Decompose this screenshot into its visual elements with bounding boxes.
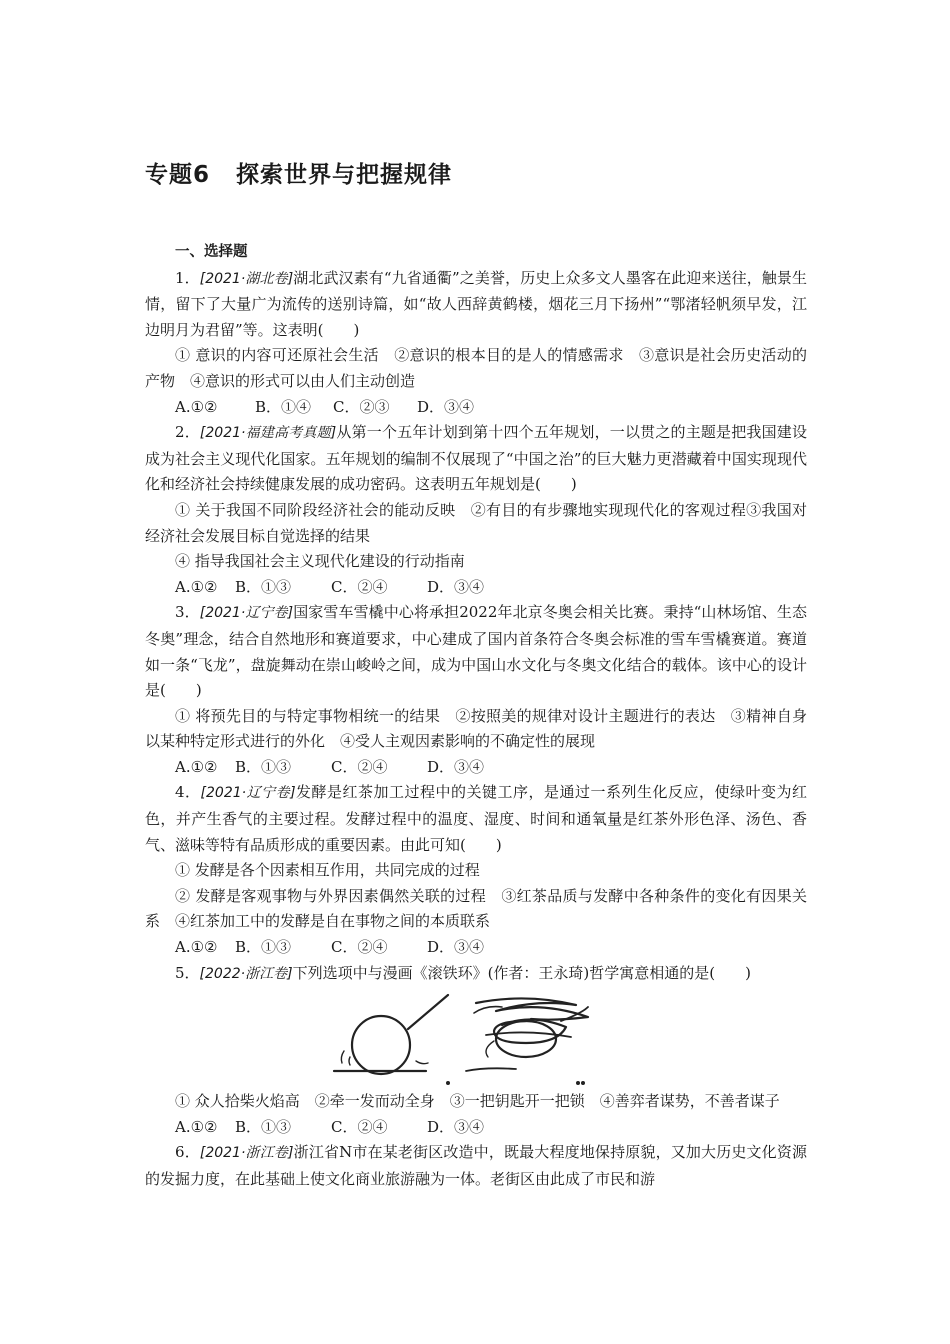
question-3-stem: 3．[2021·辽宁卷]国家雪车雪橇中心将承担2022年北京冬奥会相关比赛。秉持“山林场馆、生态冬奥”理念，结合自然地形和赛道要求，中心建成了国内首条符合冬奥会标准的雪车雪橇赛道。赛道如一条“飞龙”，盘旋舞动在崇山峻岭之间，成为中国山水文化与冬奥文化结合的载体。该中心的设计是( )	[145, 603, 807, 700]
topic-number: 专题6	[145, 162, 211, 188]
question-source: [2021·福建高考真题]	[199, 425, 337, 442]
question-3-options: ① 将预先目的与特定事物相统一的结果 ②按照美的规律对设计主题进行的表达 ③精神自身以某种特定形式进行的外化 ④受人主观因素影响的不确定性的展现	[145, 706, 807, 751]
question-source: [2021·辽宁卷]	[199, 605, 294, 622]
question-2-options: ④ 指导我国社会主义现代化建设的行动指南	[175, 552, 465, 571]
cartoon-rolling-hoop	[145, 991, 807, 1087]
question-2-options: ① 关于我国不同阶段经济社会的能动反映 ②有目的有步骤地实现现代化的客观过程③我国对经济社会发展目标自觉选择的结果	[145, 500, 807, 545]
question-4-options: ① 发酵是各个因素相互作用，共同完成的过程	[175, 861, 480, 880]
section-heading: 一、选择题	[175, 244, 248, 260]
question-5-options: ① 众人拾柴火焰高 ②牵一发而动全身 ③一把钥匙开一把锁 ④善弈者谋势，不善者谋子	[175, 1092, 780, 1111]
question-1-options: ① 意识的内容可还原社会生活 ②意识的根本目的是人的情感需求 ③意识是社会历史活动的产物 ④意识的形式可以由人们主动创造	[145, 346, 807, 390]
question-4-choices: A.①② B．①③ C．②④ D．③④	[175, 938, 485, 957]
question-source: [2021·湖北卷]	[199, 270, 294, 287]
question-1-stem: 1．[2021·湖北卷]湖北武汉素有“九省通衢”之美誉，历史上众多文人墨客在此迎来送往，触景生情，留下了大量广为流传的送别诗篇，如“故人西辞黄鹤楼，烟花三月下扬州”“鄂渚轻帆须早发，江边明月为君留”等。这表明( )	[145, 268, 807, 339]
topic-title: 探索世界与把握规律	[236, 162, 453, 188]
question-source: [2022·浙江卷]	[199, 965, 293, 982]
question-source: [2021·辽宁卷]	[200, 785, 296, 802]
question-5-choices: A.①② B．①③ C．②④ D．③④	[175, 1117, 485, 1136]
question-5-stem: 5．[2022·浙江卷]下列选项中与漫画《滚铁环》(作者：王永琦)哲学寓意相通的是( )	[175, 963, 751, 982]
question-1-choices: A.①② B．①④ C．②③ D．③④	[175, 397, 475, 416]
question-4-options: ② 发酵是客观事物与外界因素偶然关联的过程 ③红茶品质与发酵中各种条件的变化有因果关系 ④红茶加工中的发酵是自在事物之间的本质联系	[145, 886, 807, 931]
question-2-stem: 2．[2021·福建高考真题]从第一个五年计划到第十四个五年规划，一以贯之的主题是把我国建设成为社会主义现代化国家。五年规划的编制不仅展现了“中国之治”的巨大魅力更潜藏着中国实现现代化和经济社会持续健康发展的成功密码。这表明五年规划是( )	[145, 423, 807, 494]
question-source: [2021·浙江卷]	[199, 1145, 294, 1162]
cartoon-illustration	[326, 991, 626, 1087]
content-body	[145, 240, 807, 1193]
question-6-stem: 6．[2021·浙江卷]浙江省N市在某老街区改造中，既最大程度地保持原貌，又加大历史文化资源的发掘力度，在此基础上使文化商业旅游融为一体。老街区由此成了市民和游	[145, 1143, 807, 1188]
page-title	[145, 156, 452, 189]
question-4-stem: 4．[2021·辽宁卷]发酵是红茶加工过程中的关键工序，是通过一系列生化反应，使绿叶变为红色，并产生香气的主要过程。发酵过程中的温度、湿度、时间和通氧量是红茶外形色泽、汤色、香气、滋味等特有品质形成的重要因素。由此可知( )	[145, 783, 807, 854]
question-3-choices: A.①② B．①③ C．②④ D．③④	[175, 757, 485, 776]
question-2-choices: A.①② B．①③ C．②④ D．③④	[175, 577, 485, 596]
